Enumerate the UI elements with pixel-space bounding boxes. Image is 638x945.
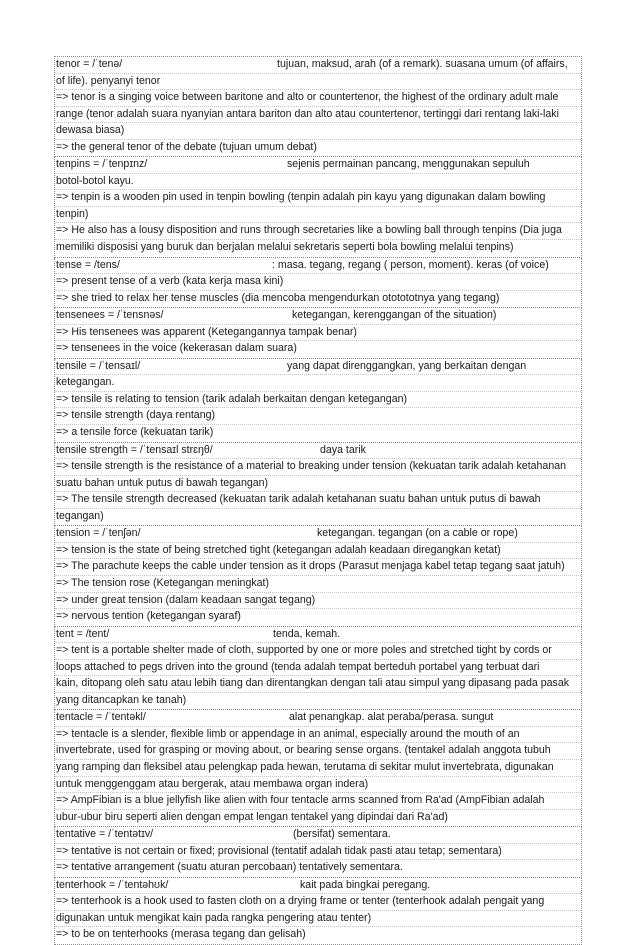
dictionary-entry	[54, 526, 582, 626]
entry-text-line: of life). penyanyi tenor	[55, 74, 581, 91]
entry-term: tent = /tent/	[56, 627, 110, 640]
entry-term: tensenees = /ˈtensnəs/	[56, 309, 164, 322]
entry-text-line: tegangan)	[56, 509, 104, 522]
entry-text-line: tenpin)	[55, 207, 581, 224]
entry-term: tenpins = /ˈtenpɪnz/	[56, 158, 148, 171]
entry-text-line: invertebrate, used for grasping or moving about, or bearing sense organs. (tentakel adalah anggota tubuh	[55, 743, 581, 760]
entry-example-line: => to be on tenterhooks (merasa tegang dan gelisah)	[56, 928, 306, 941]
entry-headword-line	[55, 157, 581, 174]
entry-definition: ketegangan, kerenggangan of the situation)	[292, 309, 497, 322]
entry-term: tenor = /ˈtenə/	[56, 58, 123, 70]
entry-definition: kait pada bingkai peregang.	[300, 878, 431, 891]
entry-definition: sejenis permainan pancang, menggunakan sepuluh	[287, 158, 530, 171]
entry-text-line: botol-botol kayu.	[55, 174, 581, 191]
entry-example-line: => tenterhook is a hook used to fasten cloth on a drying frame or tenter (tenterhook adalah pengait yang	[55, 894, 581, 911]
entry-text-line: ubur-ubur biru seperti alien dengan empat lengan tentakel yang dipindai dari Ra'ad)	[56, 810, 448, 823]
entry-term: tentative = /ˈtentətɪv/	[56, 828, 154, 841]
entry-term: tentacle = /ˈtentəkl/	[56, 711, 146, 724]
entry-definition: yang dapat direnggangkan, yang berkaitan dengan	[287, 359, 527, 372]
entry-headword-line	[55, 627, 581, 644]
entry-text-line: dewasa biasa)	[55, 123, 581, 140]
entry-text-line: loops attached to pegs driven into the ground (tenda adalah tempat berteduh portabel yang terbuat dari	[55, 660, 581, 677]
entry-text-line: memiliki disposisi yang buruk dan berjalan melalui sekretaris seperti bola bowling melalui tenpins)	[56, 241, 514, 254]
entry-example-line: => tensile strength (daya rentang)	[55, 408, 581, 425]
entry-example-line: => tent is a portable shelter made of cloth, supported by one or more poles and stretched tight by cords or	[55, 643, 581, 660]
entry-example-line: => tentative is not certain or fixed; provisional (tentatif adalah tidak pasti atau tetap; sementara)	[55, 844, 581, 861]
dictionary-entry	[54, 258, 582, 309]
entry-example-line: => AmpFibian is a blue jellyfish like alien with four tentacle arms scanned from Ra'ad (AmpFibian adalah	[55, 793, 581, 810]
entry-example-line: => tentative arrangement (suatu aturan percobaan) tentatively sementara.	[56, 861, 403, 874]
entry-term: tensile = /ˈtensaɪl/	[56, 359, 141, 372]
entry-headword-line	[55, 827, 581, 844]
dictionary-entry	[54, 157, 582, 257]
entry-text-line: suatu bahan untuk putus di bawah tegangan)	[55, 476, 581, 493]
entry-headword-line	[55, 57, 581, 74]
entry-example-line: => tensenees in the voice (kekerasan dalam suara)	[56, 342, 297, 355]
entry-text-line: kain, ditopang oleh satu atau lebih tiang dan direntangkan dengan tali atau simpul yang dipasang pada pasak	[55, 676, 581, 693]
dictionary-sheet	[54, 56, 582, 945]
entry-definition: daya tarik	[320, 443, 366, 456]
dictionary-entry	[54, 627, 582, 711]
entry-text-line: untuk menggenggam atau bergerak, atau membawa organ indera)	[55, 777, 581, 794]
dictionary-entry	[54, 56, 582, 157]
entry-definition: tujuan, maksud, arah (of a remark). suasana umum (of affairs,	[277, 58, 568, 70]
entry-text-line: digunakan untuk mengikat kain pada rangka pengering atau tenter)	[55, 911, 581, 928]
entry-term: tension = /ˈtenʃən/	[56, 527, 141, 540]
entry-example-line: => The tension rose (Ketegangan meningkat)	[55, 576, 581, 593]
entry-example-line: => tenpin is a wooden pin used in tenpin bowling (tenpin adalah pin kayu yang digunakan dalam bowling	[55, 190, 581, 207]
entry-definition: tenda, kemah.	[273, 627, 341, 640]
entry-example-line: => under great tension (dalam keadaan sangat tegang)	[55, 593, 581, 610]
entry-example-line: => tension is the state of being stretched tight (ketegangan adalah keadaan diregangkan ketat)	[55, 543, 581, 560]
entry-headword-line	[55, 710, 581, 727]
entry-example-line: => tentacle is a slender, flexible limb or appendage in an animal, especially around the mouth of an	[55, 727, 581, 744]
dictionary-entry	[54, 827, 582, 878]
entry-headword-line	[55, 258, 581, 275]
entry-example-line: => present tense of a verb (kata kerja masa kini)	[55, 274, 581, 291]
entry-example-line: => He also has a lousy disposition and runs through secretaries like a bowling ball through tenpins (Dia juga	[55, 223, 581, 240]
entry-headword-line	[55, 308, 581, 325]
entry-term: tenterhook = /ˈtentəhʊk/	[56, 878, 169, 891]
entry-text-line: ketegangan.	[55, 375, 581, 392]
entry-definition: (bersifat) sementara.	[293, 828, 391, 841]
entry-example-line: => The tensile strength decreased (kekuatan tarik adalah ketahanan suatu bahan untuk putus di bawah	[55, 492, 581, 509]
entry-definition: : masa. tegang, regang ( person, moment). keras (of voice)	[272, 258, 549, 271]
dictionary-entry	[54, 443, 582, 527]
entry-example-line: => The parachute keeps the cable under tension as it drops (Parasut menjaga kabel tetap tegang saat jatuh)	[55, 559, 581, 576]
entry-text-line: range (tenor adalah suara nyanyian antara bariton dan alto atau countertenor, tertinggi dari rentang laki-laki	[55, 107, 581, 124]
entry-term: tensile strength = /ˈtensaɪl strɛŋθ/	[56, 443, 213, 456]
entry-definition: ketegangan. tegangan (on a cable or rope)	[317, 527, 518, 540]
entry-headword-line	[55, 878, 581, 895]
entry-headword-line	[55, 526, 581, 543]
entry-example-line: => the general tenor of the debate (tujuan umum debat)	[56, 140, 317, 153]
entry-example-line: => she tried to relax her tense muscles (dia mencoba mengendurkan ototototnya yang tegang)	[56, 291, 500, 304]
entry-headword-line	[55, 359, 581, 376]
entry-example-line: => nervous tention (ketegangan syaraf)	[56, 610, 241, 623]
entry-example-line: => a tensile force (kekuatan tarik)	[56, 426, 214, 439]
dictionary-entry	[54, 359, 582, 443]
entry-example-line: => His tensenees was apparent (Ketegangannya tampak benar)	[55, 325, 581, 342]
dictionary-entry	[54, 710, 582, 827]
entry-text-line: yang ramping dan fleksibel atau pelengkap pada hewan, terutama di sekitar mulut invertebrata, digunakan	[55, 760, 581, 777]
entry-example-line: => tensile strength is the resistance of a material to breaking under tension (kekuatan tarik adalah ketahanan	[55, 459, 581, 476]
entry-headword-line	[55, 443, 581, 460]
entry-term: tense = /tens/	[56, 258, 120, 271]
dictionary-entry	[54, 878, 582, 945]
entry-example-line: => tensile is relating to tension (tarik adalah berkaitan dengan ketegangan)	[55, 392, 581, 409]
entry-text-line: yang ditancapkan ke tanah)	[56, 693, 187, 706]
dictionary-entry	[54, 308, 582, 359]
entry-definition: alat penangkap. alat peraba/perasa. sungut	[289, 711, 494, 724]
entry-example-line: => tenor is a singing voice between baritone and alto or countertenor, the highest of the ordinary adult male	[55, 90, 581, 107]
